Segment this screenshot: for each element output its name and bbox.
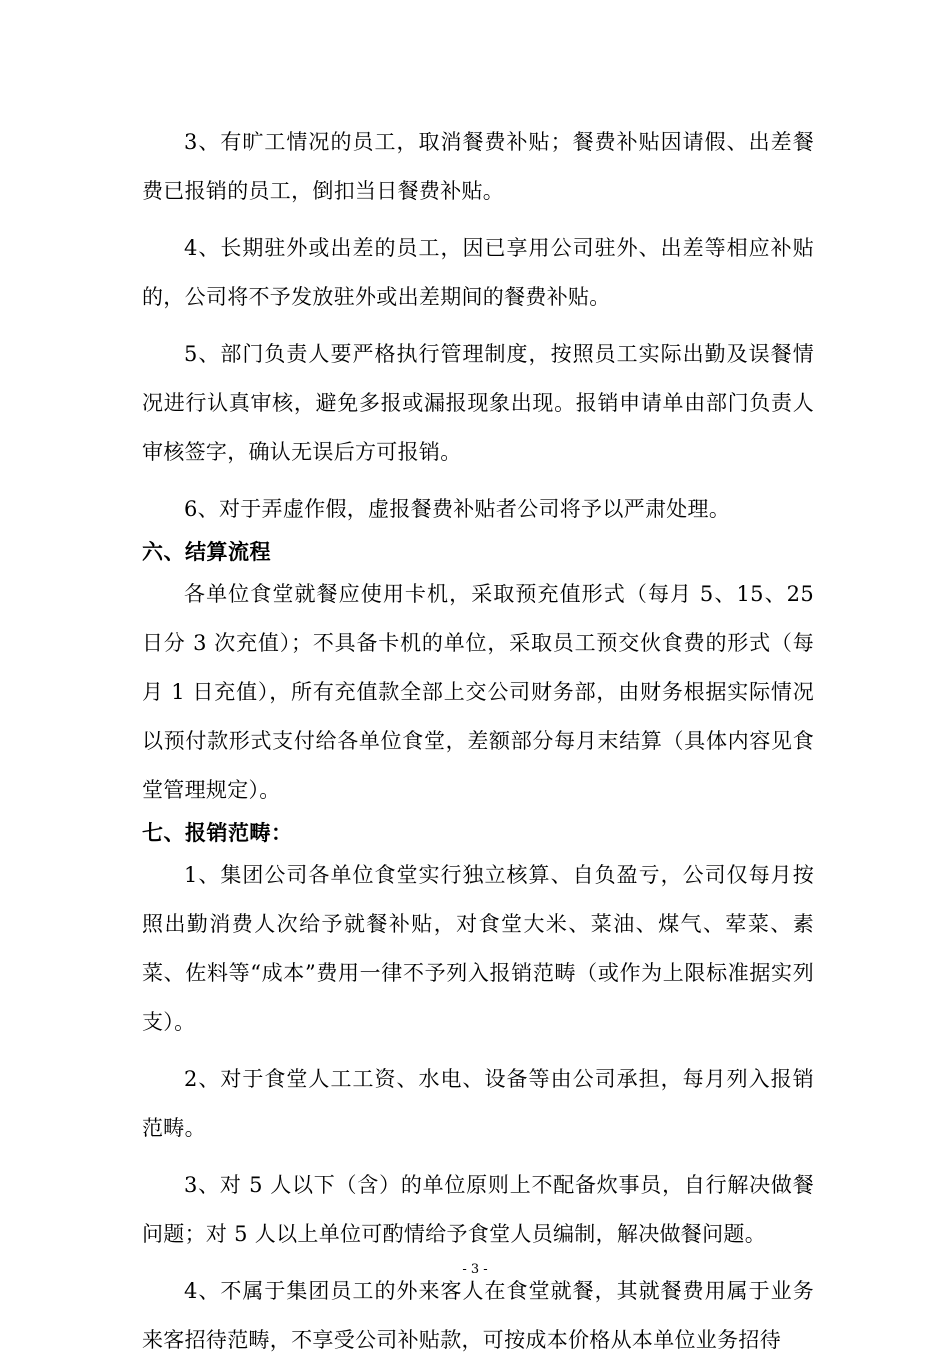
reimbursement-item-3: 3、对 5 人以下（含）的单位原则上不配备炊事员，自行解决做餐问题；对 5 人以上单位可酌情给予食堂人员编制，解决做餐问题。 xyxy=(142,1173,814,1246)
reimbursement-item-2: 2、对于食堂人工工资、水电、设备等由公司承担，每月列入报销范畴。 xyxy=(142,1067,814,1140)
document-page xyxy=(142,118,814,1365)
section-heading-reimbursement: 七、报销范畴： xyxy=(142,821,293,845)
paragraph-item-4: 4、长期驻外或出差的员工，因已享用公司驻外、出差等相应补贴的，公司将不予发放驻外或出差期间的餐费补贴。 xyxy=(142,236,814,309)
section-heading-settlement: 六、结算流程 xyxy=(142,540,271,564)
settlement-body: 各单位食堂就餐应使用卡机，采取预充值形式（每月 5、15、25 日分 3 次充值）；不具备卡机的单位，采取员工预交伙食费的形式（每月 1 日充值），所有充值款全部上交公司财务部，由财务根据实际情况以预付款形式支付给各单位食堂，差额部分每月末结算（具体内容见食堂管理规定）。 xyxy=(142,582,814,802)
reimbursement-item-1: 1、集团公司各单位食堂实行独立核算、自负盈亏，公司仅每月按照出勤消费人次给予就餐补贴，对食堂大米、菜油、煤气、荤菜、素菜、佐料等“成本”费用一律不予列入报销范畴（或作为上限标准据实列支）。 xyxy=(142,863,814,1034)
reimbursement-item-4: 4、不属于集团员工的外来客人在食堂就餐，其就餐费用属于业务来客招待范畴，不享受公司补贴款，可按成本价格从本单位业务招待 xyxy=(142,1279,814,1352)
paragraph-item-3: 3、有旷工情况的员工，取消餐费补贴；餐费补贴因请假、出差餐费已报销的员工，倒扣当日餐费补贴。 xyxy=(142,130,814,203)
paragraph-item-5: 5、部门负责人要严格执行管理制度，按照员工实际出勤及误餐情况进行认真审核，避免多报或漏报现象出现。报销申请单由部门负责人审核签字，确认无误后方可报销。 xyxy=(142,342,814,464)
paragraph-item-6: 6、对于弄虚作假，虚报餐费补贴者公司将予以严肃处理。 xyxy=(184,497,731,521)
page-number: - 3 - xyxy=(462,1262,488,1277)
